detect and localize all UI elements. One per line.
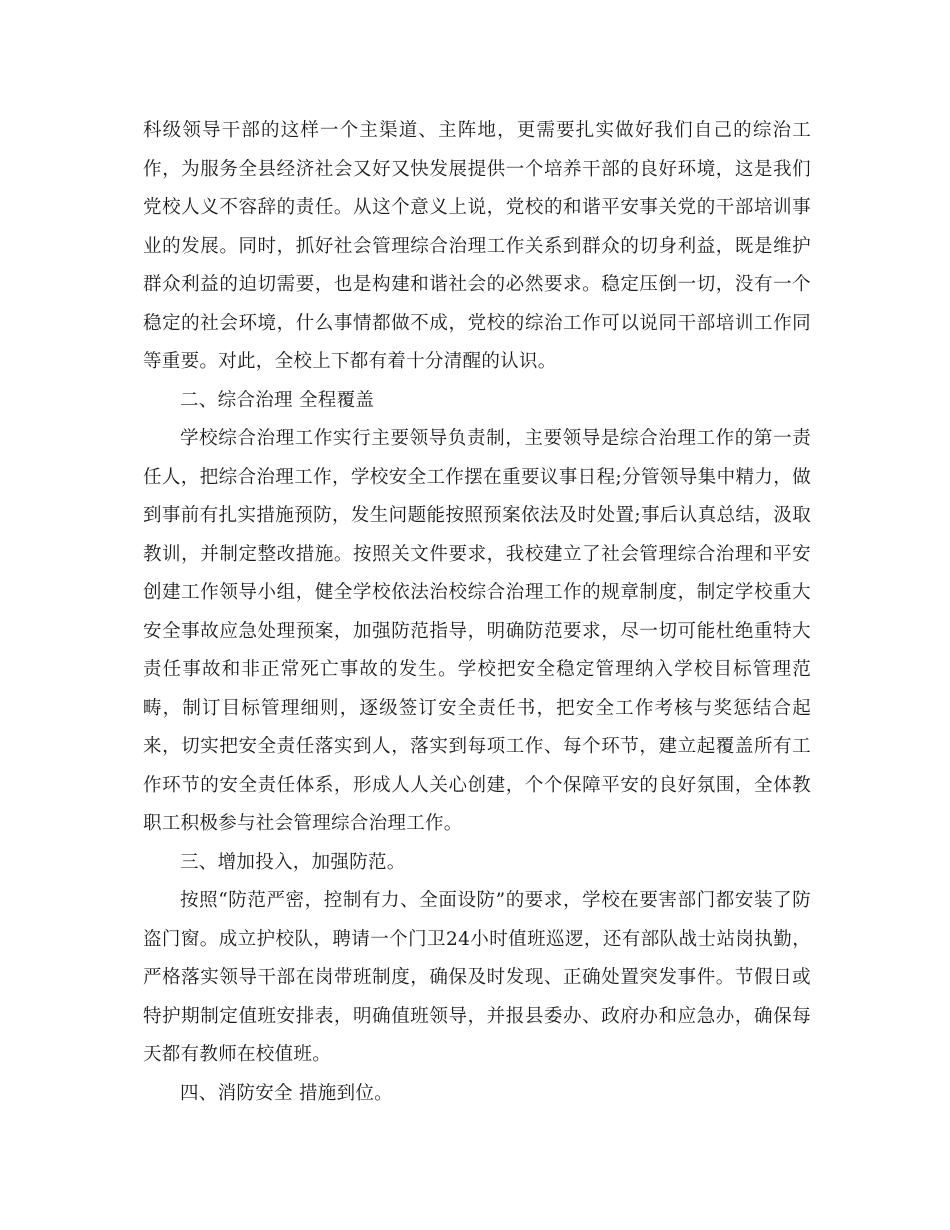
section-heading-2: 二、综合治理 全程覆盖 <box>180 389 375 411</box>
document-body <box>143 112 811 1113</box>
section-heading-3: 三、增加投入，加强防范。 <box>180 851 406 873</box>
paragraph-comprehensive-governance: 学校综合治理工作实行主要领导负责制，主要领导是综合治理工作的第一责任人，把综合治理工作，学校安全工作摆在重要议事日程;分管领导集中精力，做到事前有扎实措施预防，发生问题能按照预案依法及时处置;事后认真总结，汲取教训，并制定整改措施。按照关文件要求，我校建立了社会管理综合治理和平安创建工作领导小组，健全学校依法治校综合治理工作的规章制度，制定学校重大安全事故应急处理预案，加强防范指导，明确防范要求，尽一切可能杜绝重特大责任事故和非正常死亡事故的发生。学校把安全稳定管理纳入学校目标管理范畴，制订目标管理细则，逐级签订安全责任书，把安全工作考核与奖惩结合起来，切实把安全责任落实到人，落实到每项工作、每个环节，建立起覆盖所有工作环节的安全责任体系，形成人人关心创建，个个保障平安的良好氛围，全体教职工积极参与社会管理综合治理工作。 <box>143 428 811 834</box>
section-heading-4: 四、消防安全 措施到位。 <box>180 1082 393 1104</box>
paragraph-prevention: 按照“防范严密，控制有力、全面设防”的要求，学校在要害部门都安装了防盗门窗。成立护校队，聘请一个门卫24小时值班巡逻，还有部队战士站岗执勤，严格落实领导干部在岗带班制度，确保及时发现、正确处置突发事件。节假日或特护期制定值班安排表，明确值班领导，并报县委办、政府办和应急办，确保每天都有教师在校值班。 <box>143 890 811 1065</box>
paragraph-continuation: 科级领导干部的这样一个主渠道、主阵地，更需要扎实做好我们自己的综治工作，为服务全县经济社会又好又快发展提供一个培养干部的良好环境，这是我们党校人义不容辞的责任。从这个意义上说，党校的和谐平安事关党的干部培训事业的发展。同时，抓好社会管理综合治理工作关系到群众的切身利益，既是维护群众利益的迫切需要，也是构建和谐社会的必然要求。稳定压倒一切，没有一个稳定的社会环境，什么事情都做不成，党校的综治工作可以说同干部培训工作同等重要。对此，全校上下都有着十分清醒的认识。 <box>143 120 811 372</box>
